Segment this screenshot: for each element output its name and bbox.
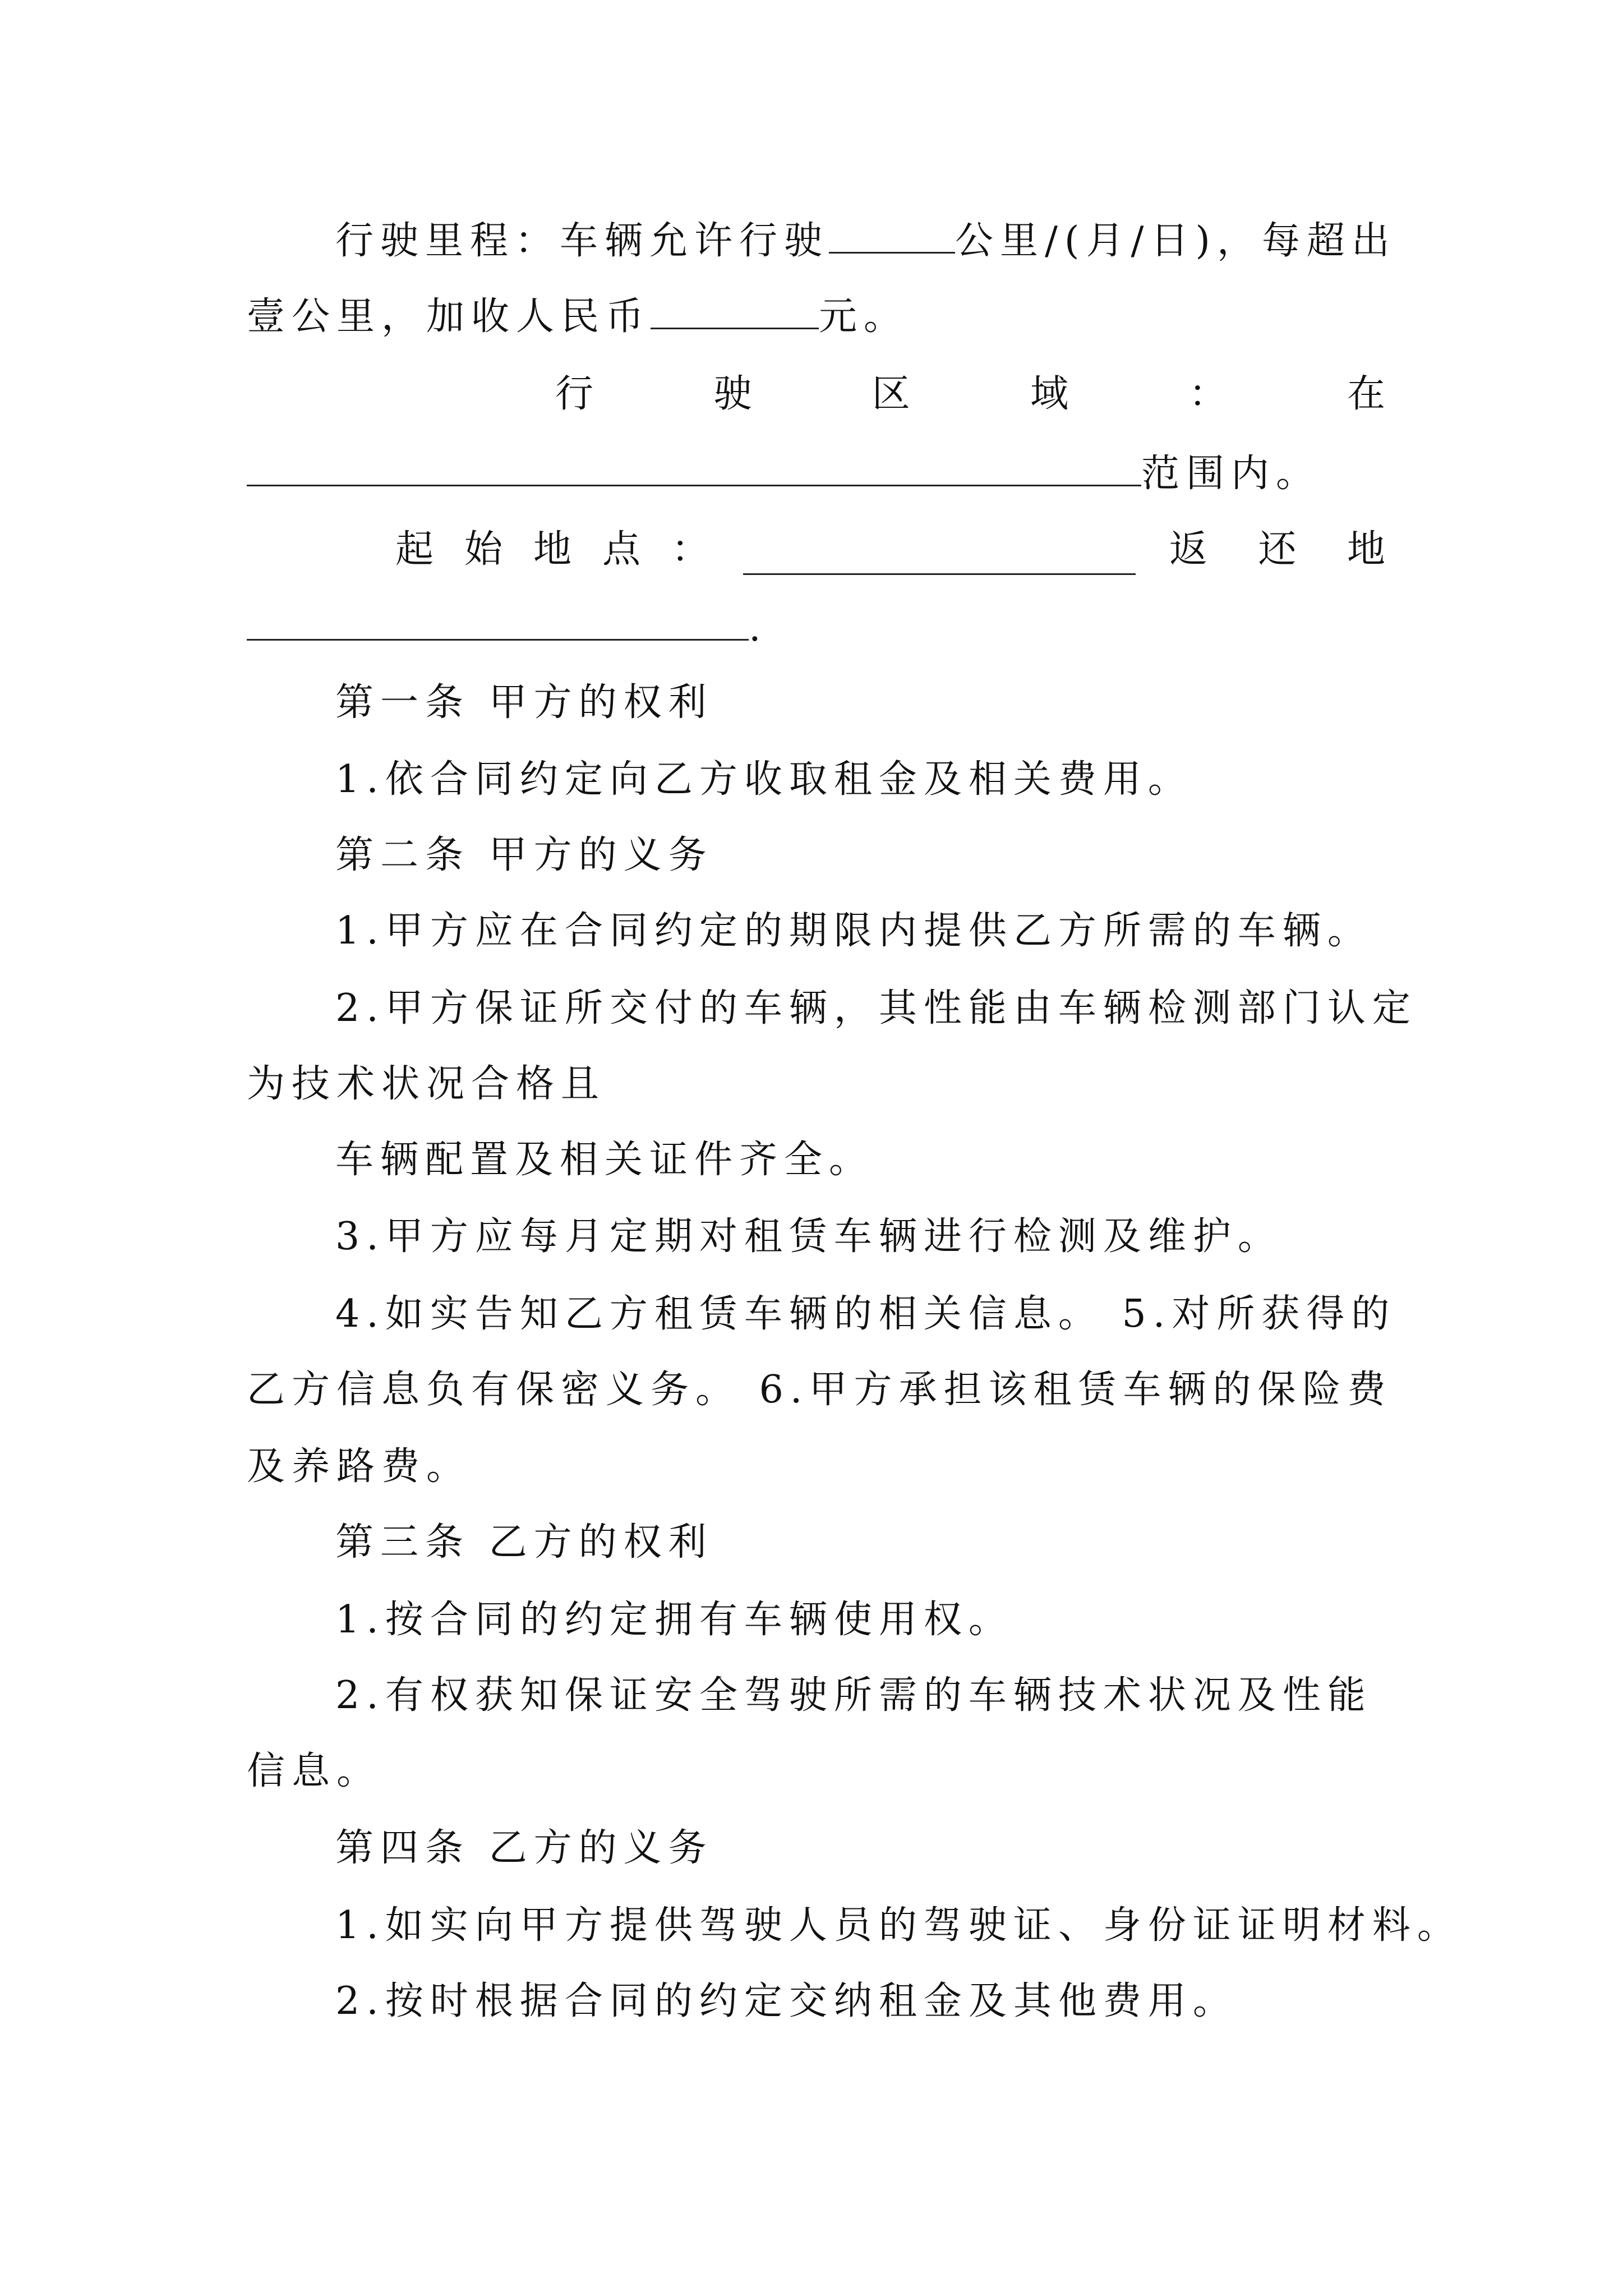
clause-line: 车辆配置及相关证件齐全。 [335,1138,874,1182]
region-line-2 [247,449,1321,499]
start-char: 起 [395,527,434,572]
region-line-1 [555,369,1385,420]
places-line-2 [247,603,761,654]
region-blank [247,451,1141,486]
mileage-line2-prefix: 壹公里，加收人民币 [247,295,651,339]
clause-line: 及养路费。 [247,1444,472,1489]
mileage-mid: 公里/(月/日)，每超出 [955,219,1396,263]
mileage-line2-suffix: 元。 [819,295,909,339]
start-char: 地 [533,527,571,572]
region-char: ： [1188,372,1227,416]
clause-line: 1.如实向甲方提供驾驶人员的驾驶证、身份证证明材料。 [335,1903,1462,1948]
clause-line: 乙方信息负有保密义务。 6.甲方承担该租赁车辆的保险费 [247,1368,1393,1412]
mileage-line-2 [247,292,909,342]
region-char: 驶 [713,372,752,416]
return-place-label [1136,524,1385,575]
start-place-label [395,524,709,575]
clause-line: 2.甲方保证所交付的车辆，其性能由车辆检测部门认定 [335,986,1417,1030]
clause-line: 1.按合同的约定拥有车辆使用权。 [335,1598,1013,1642]
clause-line: 2.按时根据合同的约定交纳租金及其他费用。 [335,1979,1238,2023]
mileage-km-blank [829,218,955,254]
clause-line: 为技术状况合格且 [247,1062,606,1106]
region-char: 行 [555,372,594,416]
return-char: 地 [1347,527,1385,572]
clause-line: 3.甲方应每月定期对租赁车辆进行检测及维护。 [335,1214,1283,1259]
return-char: 返 [1169,527,1208,572]
return-place-blank [247,605,749,641]
section-heading: 第一条 甲方的权利 [335,680,713,725]
region-suffix: 范围内。 [1141,452,1321,496]
start-char: 点 [602,527,640,572]
clause-line: 1.甲方应在合同约定的期限内提供乙方所需的车辆。 [335,909,1372,953]
return-char: 还 [1258,527,1297,572]
region-char: 在 [1347,372,1385,416]
section-heading: 第二条 甲方的义务 [335,833,713,877]
start-char: ： [671,527,709,572]
places-end-punct: . [749,606,761,650]
section-heading: 第四条 乙方的义务 [335,1826,713,1870]
clause-line: 1.依合同约定向乙方收取租金及相关费用。 [335,757,1193,802]
mileage-prefix: 行驶里程：车辆允许行驶 [335,219,829,263]
mileage-fee-blank [651,294,819,329]
clause-line: 2.有权获知保证安全驾驶所需的车辆技术状况及性能 [335,1673,1372,1718]
start-place-blank [743,540,1136,575]
region-char: 域 [1030,372,1069,416]
places-line-1 [395,524,1385,575]
start-char: 始 [464,527,502,572]
section-heading: 第三条 乙方的权利 [335,1520,713,1565]
region-char: 区 [872,372,910,416]
clause-line: 信息。 [247,1749,382,1793]
mileage-line-1 [335,216,1396,266]
clause-line: 4.如实告知乙方租赁车辆的相关信息。 5.对所获得的 [335,1292,1396,1336]
